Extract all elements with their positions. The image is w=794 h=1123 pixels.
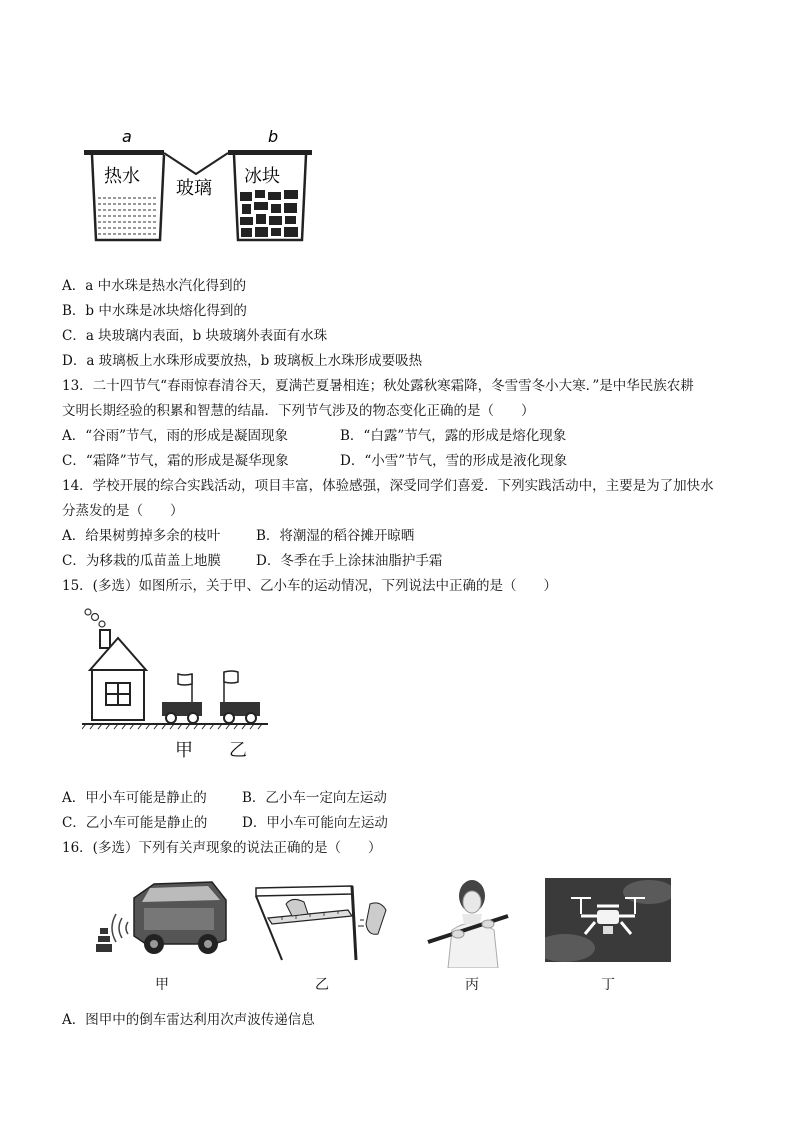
caption-yi-image: 乙 <box>315 977 329 993</box>
q15-option-c: C．乙小车可能是静止的 <box>62 815 208 831</box>
image-ding-drone <box>545 878 671 962</box>
image-yi-ruler-table <box>252 880 402 966</box>
car-yi <box>220 671 260 723</box>
q14-option-a: A．给果树剪掉多余的枝叶 <box>62 528 221 544</box>
glass-plate-b <box>228 150 312 155</box>
chimney <box>100 630 110 648</box>
smoke <box>85 609 105 627</box>
q12-option-d: D．a 玻璃板上水珠形成要放热，b 玻璃板上水珠形成要吸热 <box>62 353 423 369</box>
car-jia <box>162 674 202 723</box>
q12-option-a: A．a 中水珠是热水汽化得到的 <box>62 278 247 294</box>
ice-blocks <box>240 190 298 237</box>
beaker-figure <box>78 126 318 248</box>
q14-stem-line1: 14．学校开展的综合实践活动，项目丰富，体验感强，深受同学们喜爱．下列实践活动中，主要是为了加快水 <box>62 478 714 494</box>
q15-option-d: D．甲小车可能向左运动 <box>242 815 388 831</box>
glass-connector <box>164 153 228 174</box>
house-roof <box>90 638 146 670</box>
q15-option-a: A．甲小车可能是静止的 <box>62 790 207 806</box>
q13-option-c: C．“霜降”节气，霜的形成是凝华现象 <box>62 453 289 469</box>
beaker-a-text: 热水 <box>104 166 140 187</box>
q12-option-b: B．b 中水珠是冰块熔化得到的 <box>62 303 247 319</box>
q13-stem-line2: 文明长期经验的积累和智慧的结晶．下列节气涉及的物态变化正确的是（ ） <box>62 403 535 419</box>
q14-stem-line2: 分蒸发的是（ ） <box>62 503 184 519</box>
caption-yi: 乙 <box>229 740 247 761</box>
flag-jia <box>178 674 192 685</box>
house-cars-figure <box>82 608 268 730</box>
q13-option-d: D．“小雪”节气，雪的形成是液化现象 <box>340 453 568 469</box>
q14-option-c: C．为移栽的瓜苗盖上地膜 <box>62 553 221 569</box>
q15-stem: 15．(多选）如图所示，关于甲、乙小车的运动情况，下列说法中正确的是（ ） <box>62 578 557 594</box>
caption-jia: 甲 <box>175 740 193 761</box>
glass-text: 玻璃 <box>176 178 212 199</box>
caption-ding-image: 丁 <box>601 977 615 993</box>
label-b: b <box>268 127 279 146</box>
label-a: a <box>122 127 132 146</box>
image-jia-reversing-car <box>94 878 230 964</box>
hot-water <box>98 198 158 234</box>
beaker-b-text: 冰块 <box>244 166 280 187</box>
image-bing-flute-player <box>418 876 514 968</box>
q13-option-a: A．“谷雨”节气，雨的形成是凝固现象 <box>62 428 289 444</box>
q12-option-c: C．a 块玻璃内表面，b 块玻璃外表面有水珠 <box>62 328 328 344</box>
q15-option-b: B．乙小车一定向左运动 <box>242 790 387 806</box>
caption-bing-image: 丙 <box>465 977 479 993</box>
q14-option-d: D．冬季在手上涂抹油脂护手霜 <box>256 553 443 569</box>
q16-option-a: A．图甲中的倒车雷达利用次声波传递信息 <box>62 1012 315 1028</box>
q16-stem: 16．(多选）下列有关声现象的说法正确的是（ ） <box>62 840 382 856</box>
flag-yi <box>224 671 238 683</box>
q13-stem-line1: 13．二十四节气“春雨惊春清谷天，夏满芒夏暑相连；秋处露秋寒霜降，冬雪雪冬小大寒．”是中华民族农耕 <box>62 378 694 394</box>
q13-option-b: B．“白露”节气，露的形成是熔化现象 <box>340 428 567 444</box>
caption-jia-image: 甲 <box>155 977 169 993</box>
glass-plate-a <box>84 150 164 155</box>
q14-option-b: B．将潮湿的稻谷摊开晾晒 <box>256 528 415 544</box>
